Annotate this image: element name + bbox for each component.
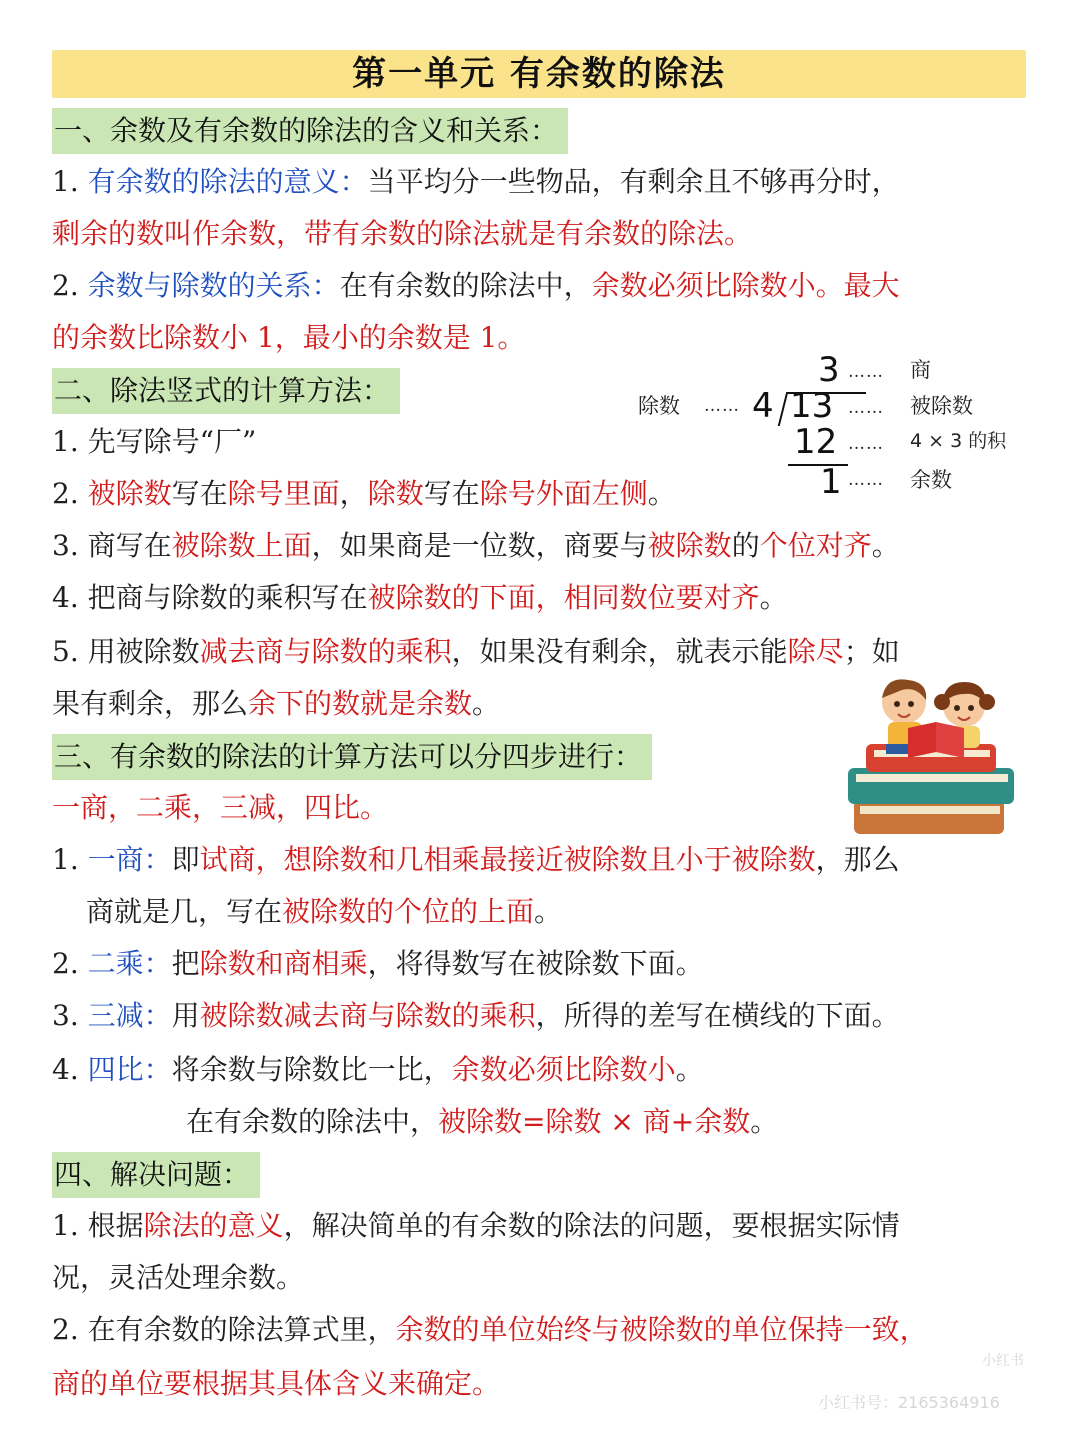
s4-item-1-cont: 况，灵活处理余数。 [52,1261,305,1294]
s1-item-1: 1. 有余数的除法的意义：当平均分一些物品，有剩余且不够再分时， [52,165,900,198]
diagram-quotient: 3 [818,350,840,390]
s2-item-3: 3. 商写在被除数上面，如果商是一位数，商要与被除数的个位对齐。 [52,529,900,562]
page-title: 第一单元 有余数的除法 [52,50,1026,98]
s2-item-5-cont: 果有剩余，那么余下的数就是余数。 [52,687,501,720]
long-division-diagram [636,348,1036,500]
s2-item-1: 1. 先写除号“厂” [52,425,257,458]
s2-item-4: 4. 把商与除数的乘积写在被除数的下面，相同数位要对齐。 [52,581,788,614]
s1-item-1-cont: 剩余的数叫作余数，带有余数的除法就是有余数的除法。 [52,217,753,250]
section-heading-1: 一、余数及有余数的除法的含义和关系： [52,108,568,154]
s3-item-3: 3. 三减：用被除数减去商与除数的乘积，所得的差写在横线的下面。 [52,999,900,1032]
diagram-label-remainder: 余数 [910,468,952,492]
diagram-divisor: 4 [752,386,774,426]
diagram-label-divisor: 除数 [638,394,680,418]
diagram-label-dividend: 被除数 [910,394,973,418]
s3-formula: 在有余数的除法中，被除数=除数 × 商+余数。 [186,1105,779,1138]
watermark-logo: 小红书 [982,1353,1024,1369]
division-bracket-side [778,392,788,426]
diagram-dots-dividend: …… [848,398,884,418]
s3-item-4: 4. 四比：将余数与除数比一比，余数必须比除数小。 [52,1053,704,1086]
s1-item-2-cont: 的余数比除数小 1，最小的余数是 1。 [52,321,526,354]
section-heading-4: 四、解决问题： [52,1152,260,1198]
kids-reading-illustration [846,672,1024,842]
s3-item-1: 1. 一商：即试商，想除数和几相乘最接近被除数且小于被除数，那么 [52,843,900,876]
s2-item-5: 5. 用被除数减去商与除数的乘积，如果没有剩余，就表示能除尽；如 [52,635,900,668]
diagram-dots-divisor: …… [704,396,740,416]
s3-item-2: 2. 二乘：把除数和商相乘，将得数写在被除数下面。 [52,947,704,980]
s4-item-2: 2. 在有余数的除法算式里，余数的单位始终与被除数的单位保持一致， [52,1313,928,1346]
s2-item-2: 2. 被除数写在除号里面，除数写在除号外面左侧。 [52,477,676,510]
s4-item-2-cont: 商的单位要根据其具体含义来确定。 [52,1367,501,1400]
diagram-remainder: 1 [820,462,842,502]
s3-item-1-cont: 商就是几，写在被除数的个位的上面。 [86,895,563,928]
book-stack-icon [848,744,1014,834]
section-heading-2: 二、除法竖式的计算方法： [52,368,400,414]
diagram-dots-product: …… [848,434,884,454]
diagram-dots-remainder: …… [848,470,884,490]
diagram-label-quotient: 商 [910,358,931,382]
diagram-product: 12 [794,422,838,462]
section-heading-3: 三、有余数的除法的计算方法可以分四步进行： [52,734,652,780]
s3-motto: 一商，二乘，三减，四比。 [52,791,389,824]
diagram-dots-quotient: …… [848,362,884,382]
s1-item-2: 2. 余数与除数的关系：在有余数的除法中，余数必须比除数小。最大 [52,269,900,302]
s4-item-1: 1. 根据除法的意义，解决简单的有余数的除法的问题，要根据实际情 [52,1209,900,1242]
watermark-text: 小红书号：2165364916 [818,1393,1000,1412]
diagram-label-product: 4 × 3 的积 [910,430,1007,452]
diagram-dividend: 13 [790,386,834,426]
